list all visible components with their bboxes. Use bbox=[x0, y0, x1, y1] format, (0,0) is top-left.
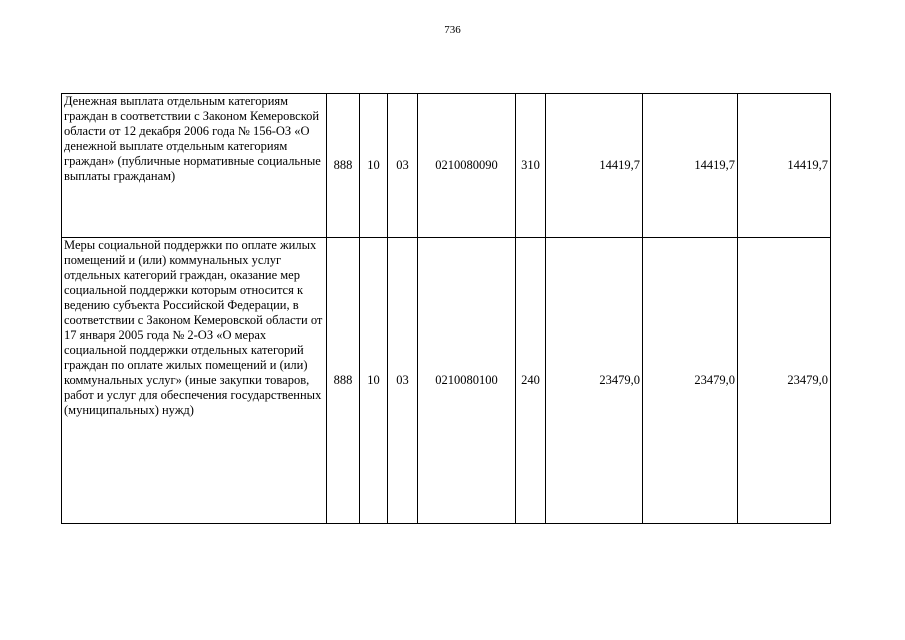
expense-type-code: 310 bbox=[516, 94, 546, 238]
amount-year-3: 23479,0 bbox=[738, 238, 831, 524]
amount-year-1: 14419,7 bbox=[546, 94, 643, 238]
table-row bbox=[62, 94, 831, 238]
section-code: 10 bbox=[360, 94, 388, 238]
amount-year-1: 23479,0 bbox=[546, 238, 643, 524]
ministry-code: 888 bbox=[327, 238, 360, 524]
page-number: 736 bbox=[444, 24, 461, 36]
row-description: Меры социальной поддержки по оплате жилых помещений и (или) коммунальных услуг отдельных категорий граждан, оказание мер социальной поддержки которым относится к ведению субъекта Российской Федерации, в соответствии с Законом Кемеровской области от 17 января 2005 года № 2-ОЗ «О мерах социальной поддержки отдельных категорий граждан по оплате жилых помещений и (или) коммунальных услуг» (иные закупки товаров, работ и услуг для обеспечения государственных (муниципальных) нужд) bbox=[62, 238, 327, 524]
ministry-code: 888 bbox=[327, 94, 360, 238]
subsection-code: 03 bbox=[388, 94, 418, 238]
expense-type-code: 240 bbox=[516, 238, 546, 524]
row-description: Денежная выплата отдельным категориям граждан в соответствии с Законом Кемеровской области от 12 декабря 2006 года № 156-ОЗ «О денежной выплате отдельным категориям граждан» (публичные нормативные социальные выплаты гражданам) bbox=[62, 94, 327, 238]
budget-table bbox=[61, 93, 831, 524]
target-article-code: 0210080100 bbox=[418, 238, 516, 524]
amount-year-2: 23479,0 bbox=[643, 238, 738, 524]
amount-year-2: 14419,7 bbox=[643, 94, 738, 238]
section-code: 10 bbox=[360, 238, 388, 524]
amount-year-3: 14419,7 bbox=[738, 94, 831, 238]
target-article-code: 0210080090 bbox=[418, 94, 516, 238]
table-row bbox=[62, 238, 831, 524]
subsection-code: 03 bbox=[388, 238, 418, 524]
